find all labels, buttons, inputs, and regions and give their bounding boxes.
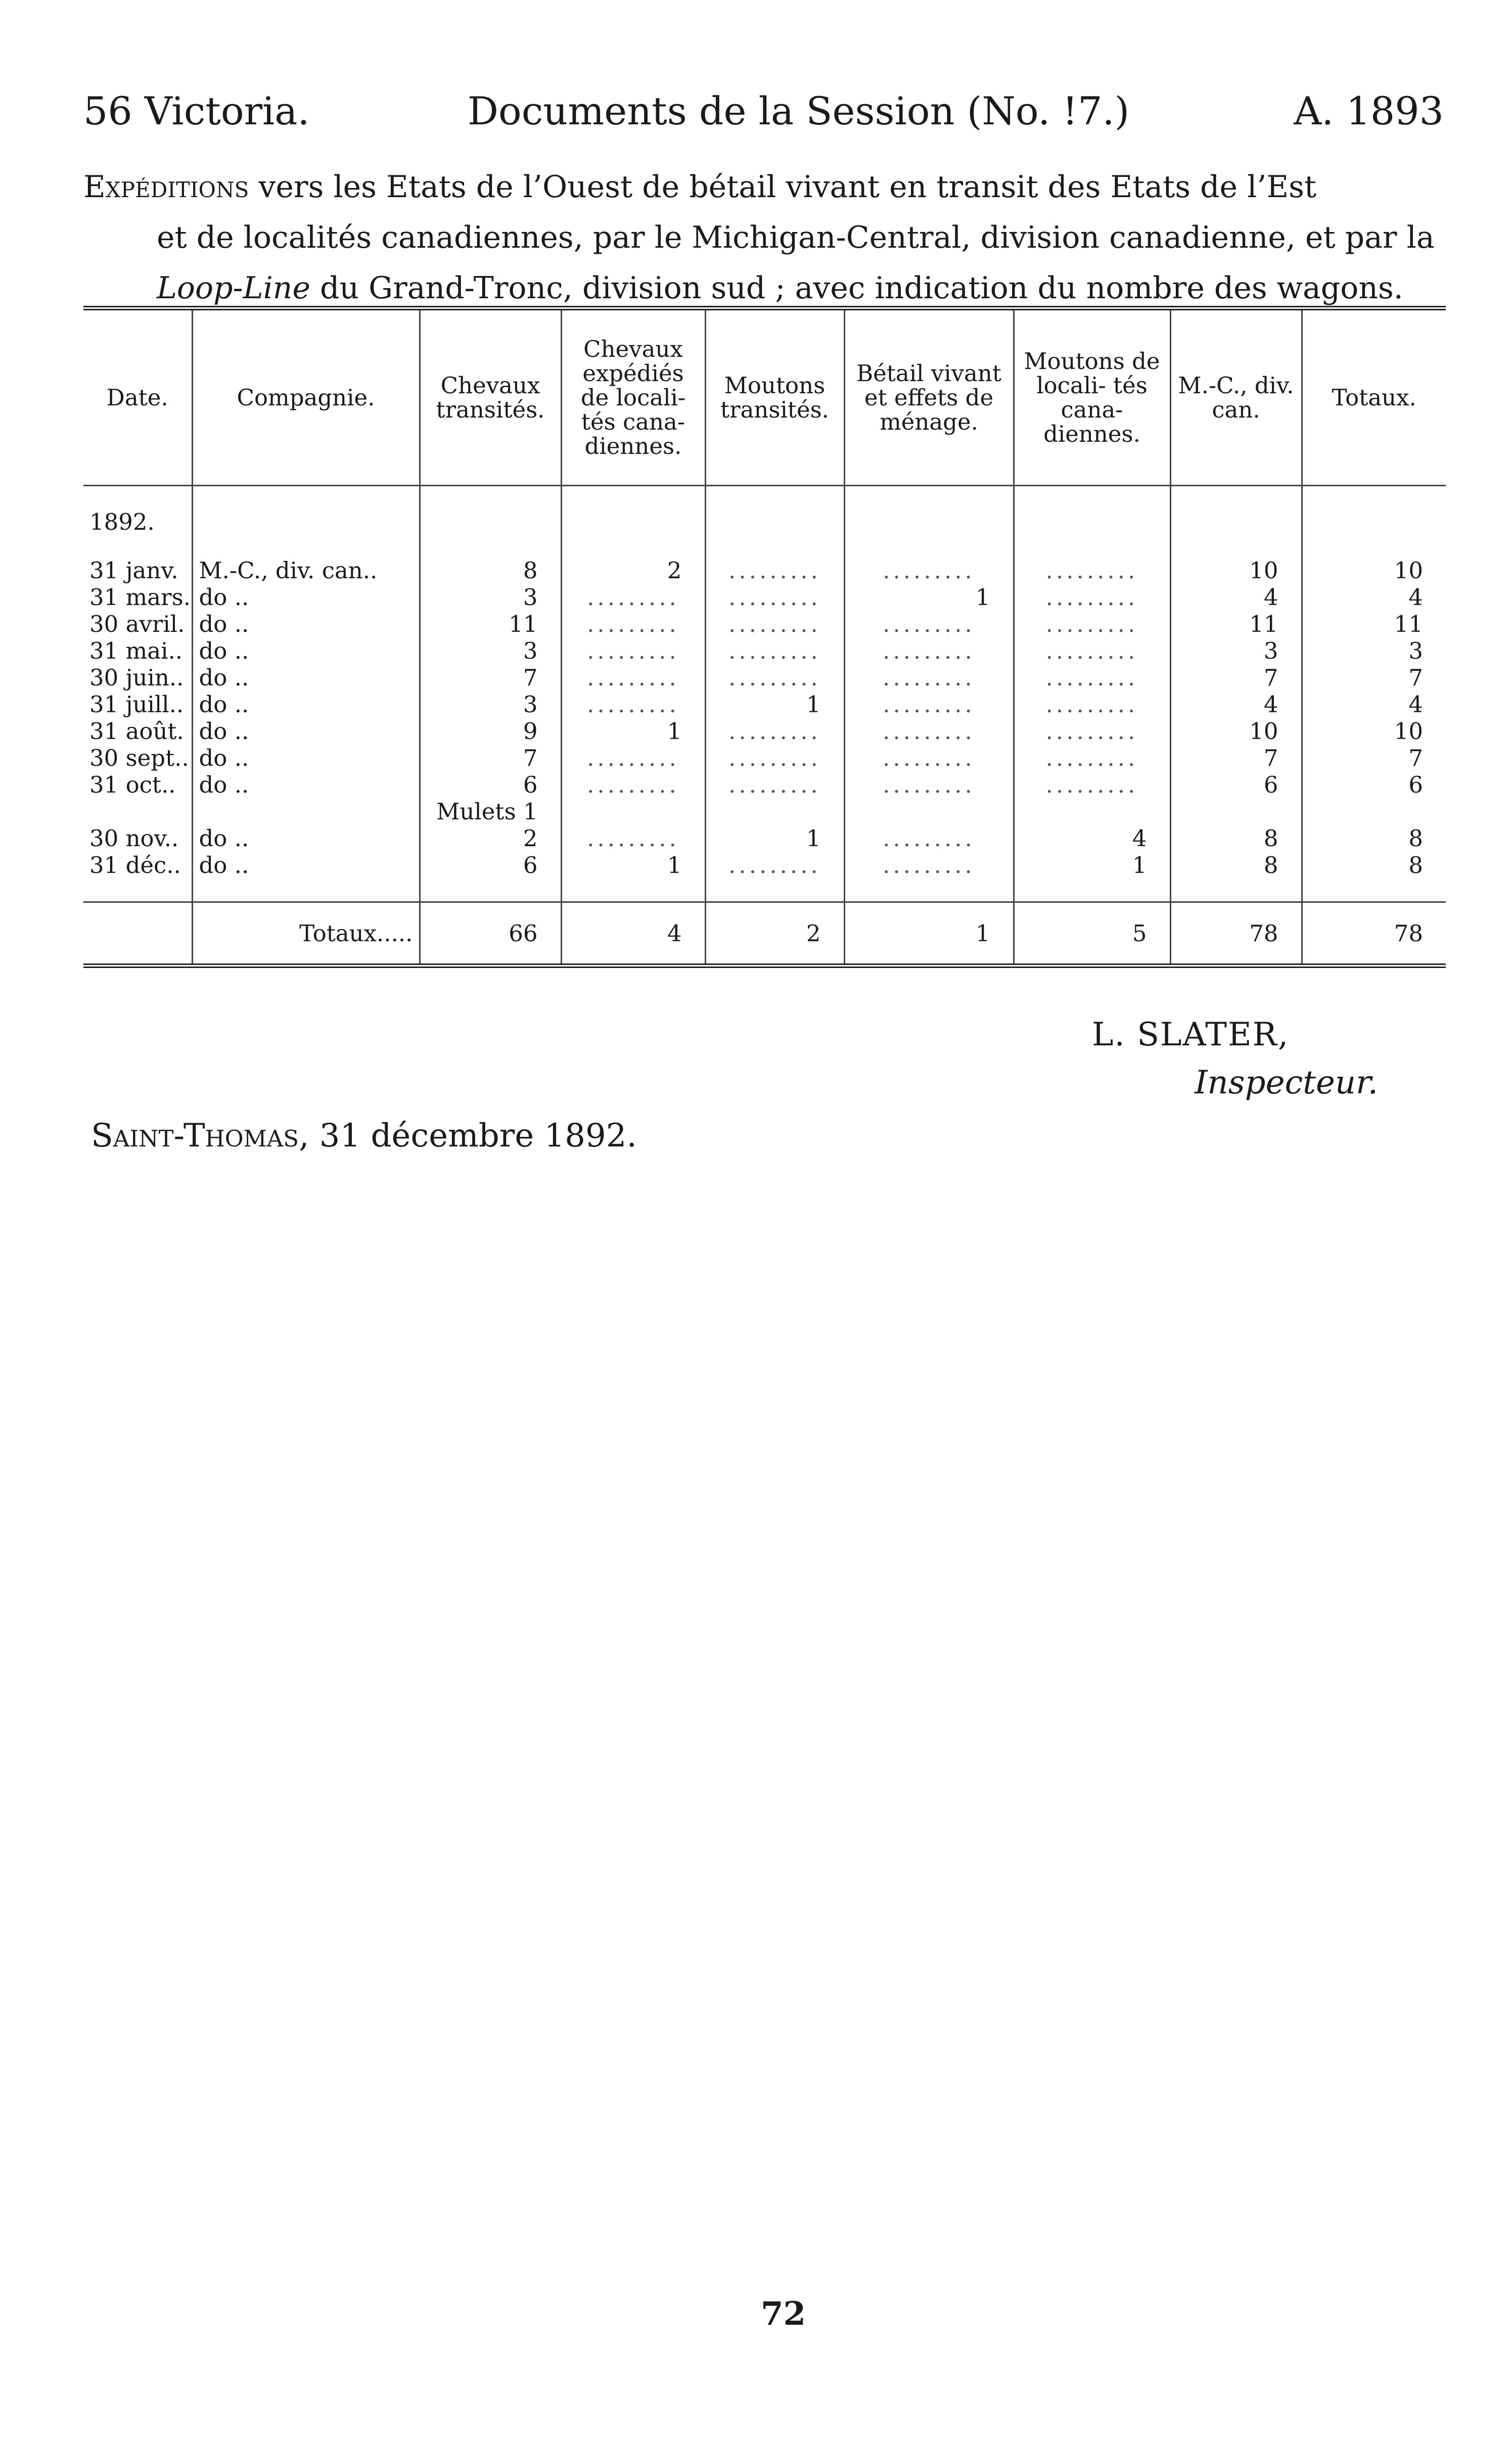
- cell-mc-div: 6: [1170, 771, 1302, 798]
- cell-sheep-transit: .........: [705, 637, 844, 664]
- shipments-table: [83, 306, 1446, 968]
- cell-horses-canadian: .........: [561, 637, 705, 664]
- date-text: , 31 décembre 1892.: [299, 1117, 637, 1155]
- cell-totals: 78: [1302, 902, 1446, 966]
- cell-cattle-effects: .........: [844, 771, 1014, 798]
- cell-horses-transit: 3: [420, 691, 561, 718]
- col-header-horses-canadian: Chevaux expédiés de locali- tés cana- diennes.: [561, 308, 705, 486]
- cell-horses-canadian: .........: [561, 584, 705, 611]
- cell-horses-canadian: .........: [561, 664, 705, 691]
- cell-totals: 4: [1302, 584, 1446, 611]
- cell-horses-transit: 2: [420, 825, 561, 852]
- cell-date: 31 juill..: [89, 691, 184, 718]
- cell-cattle-effects: [844, 879, 1014, 902]
- cell-company: [192, 798, 420, 825]
- cell-horses-canadian: .........: [561, 691, 705, 718]
- cell-totals: [1302, 879, 1446, 902]
- cell-date: 30 sept..: [89, 745, 189, 771]
- table-row: [83, 798, 1446, 825]
- table-row: [83, 745, 1446, 771]
- cell-sheep-canadian: 4: [1014, 825, 1170, 852]
- cell-totals: 3: [1302, 637, 1446, 664]
- cell-sheep-canadian: [1014, 879, 1170, 902]
- cell-cattle-effects: .........: [844, 691, 1014, 718]
- cell-mc-div: 8: [1170, 825, 1302, 852]
- table-row: [83, 691, 1446, 718]
- cell-horses-canadian: [561, 879, 705, 902]
- cell-horses-transit: 3: [420, 637, 561, 664]
- table-row: [83, 718, 1446, 745]
- table-row: [83, 852, 1446, 879]
- cell-horses-canadian: [561, 798, 705, 825]
- year-row: [83, 486, 1446, 558]
- cell-sheep-transit: 1: [705, 825, 844, 852]
- table-row: [83, 611, 1446, 637]
- place-name: Saint-Thomas: [91, 1117, 299, 1155]
- cell-company: M.-C., div. can..: [192, 557, 420, 584]
- col-header-totals: Totaux.: [1302, 308, 1446, 486]
- cell-sheep-canadian: .........: [1014, 691, 1170, 718]
- header-title: Documents de la Session (No. !7.): [468, 88, 1130, 133]
- cell-mc-div: 78: [1170, 902, 1302, 966]
- col-header-sheep-transit: Moutons transités.: [705, 308, 844, 486]
- table-row: [83, 771, 1446, 798]
- signature-name: L. SLATER,: [1092, 1016, 1290, 1053]
- caption-line-1-rest: vers les Etats de l’Ouest de bétail vivant en transit des Etats de l’Est: [249, 169, 1317, 205]
- cell-horses-canadian: .........: [561, 745, 705, 771]
- cell-company: [192, 486, 420, 558]
- cell-company: Totaux.....: [192, 902, 420, 966]
- cell-horses-canadian: .........: [561, 771, 705, 798]
- cell-totals: 11: [1302, 611, 1446, 637]
- cell-mc-div: 7: [1170, 745, 1302, 771]
- caption-line-3-rest: du Grand-Tronc, division sud ; avec indication du nombre des wagons.: [310, 270, 1403, 306]
- cell-date: [83, 879, 192, 902]
- cell-horses-transit: 6: [420, 771, 561, 798]
- cell-cattle-effects: .........: [844, 852, 1014, 879]
- cell-cattle-effects: .........: [844, 718, 1014, 745]
- cell-sheep-transit: [705, 486, 844, 558]
- caption-line-2: et de localités canadiennes, par le Michigan-Central, division canadienne, et par la: [157, 220, 1435, 255]
- cell-company: do ..: [192, 637, 420, 664]
- cell-company: do ..: [192, 584, 420, 611]
- cell-horses-canadian: 2: [561, 557, 705, 584]
- cell-mc-div: [1170, 879, 1302, 902]
- cell-cattle-effects: 1: [844, 584, 1014, 611]
- cell-horses-transit: 3: [420, 584, 561, 611]
- cell-horses-transit: 8: [420, 557, 561, 584]
- cell-date: 31 oct..: [89, 771, 176, 798]
- cell-sheep-transit: .........: [705, 664, 844, 691]
- col-header-horses-transit: Chevaux transités.: [420, 308, 561, 486]
- table-caption: [83, 162, 1446, 313]
- cell-sheep-transit: .........: [705, 771, 844, 798]
- cell-sheep-transit: .........: [705, 745, 844, 771]
- page-number: 72: [761, 2295, 806, 2333]
- cell-cattle-effects: .........: [844, 745, 1014, 771]
- cell-company: do ..: [192, 771, 420, 798]
- place-date: [91, 1117, 637, 1155]
- cell-horses-canadian: 1: [561, 718, 705, 745]
- cell-sheep-transit: .........: [705, 584, 844, 611]
- cell-horses-transit: Mulets 1: [420, 798, 561, 825]
- cell-cattle-effects: .........: [844, 611, 1014, 637]
- cell-horses-canadian: 1: [561, 852, 705, 879]
- cell-sheep-canadian: 5: [1014, 902, 1170, 966]
- cell-sheep-transit: [705, 879, 844, 902]
- cell-mc-div: 10: [1170, 557, 1302, 584]
- table-row: [83, 825, 1446, 852]
- cell-cattle-effects: .........: [844, 825, 1014, 852]
- cell-sheep-canadian: [1014, 486, 1170, 558]
- cell-sheep-canadian: 1: [1014, 852, 1170, 879]
- col-header-date: Date.: [83, 308, 192, 486]
- cell-sheep-canadian: .........: [1014, 771, 1170, 798]
- cell-horses-transit: 6: [420, 852, 561, 879]
- cell-mc-div: 8: [1170, 852, 1302, 879]
- caption-line-1: [83, 162, 1446, 212]
- header-session-volume: 56 Victoria.: [83, 88, 310, 133]
- cell-cattle-effects: 1: [844, 902, 1014, 966]
- cell-sheep-transit: .........: [705, 611, 844, 637]
- cell-sheep-transit: 2: [705, 902, 844, 966]
- cell-sheep-transit: .........: [705, 852, 844, 879]
- cell-date: 30 avril.: [89, 611, 185, 637]
- cell-horses-canadian: .........: [561, 611, 705, 637]
- cell-sheep-canadian: .........: [1014, 718, 1170, 745]
- cell-totals: 4: [1302, 691, 1446, 718]
- cell-sheep-canadian: .........: [1014, 745, 1170, 771]
- cell-totals: [1302, 486, 1446, 558]
- cell-date: 31 août.: [89, 718, 184, 745]
- table-row: [83, 637, 1446, 664]
- cell-company: do ..: [192, 611, 420, 637]
- cell-date: 31 déc..: [89, 852, 181, 879]
- cell-sheep-canadian: .........: [1014, 637, 1170, 664]
- cell-date: 31 mai..: [89, 637, 183, 664]
- cell-company: do ..: [192, 691, 420, 718]
- cell-sheep-canadian: [1014, 798, 1170, 825]
- table-row: [83, 557, 1446, 584]
- cell-date: [83, 902, 192, 966]
- cell-horses-transit: 7: [420, 664, 561, 691]
- cell-mc-div: 10: [1170, 718, 1302, 745]
- cell-totals: 10: [1302, 718, 1446, 745]
- cell-company: do ..: [192, 745, 420, 771]
- cell-horses-transit: [420, 486, 561, 558]
- cell-cattle-effects: [844, 798, 1014, 825]
- cell-totals: 7: [1302, 664, 1446, 691]
- cell-horses-canadian: .........: [561, 825, 705, 852]
- cell-cattle-effects: [844, 486, 1014, 558]
- cell-mc-div: 11: [1170, 611, 1302, 637]
- col-header-sheep-canadian: Moutons de locali- tés cana- diennes.: [1014, 308, 1170, 486]
- cell-sheep-transit: [705, 798, 844, 825]
- cell-sheep-transit: .........: [705, 718, 844, 745]
- cell-horses-transit: 11: [420, 611, 561, 637]
- caption-loop-line: Loop-Line: [157, 270, 310, 306]
- cell-totals: 6: [1302, 771, 1446, 798]
- cell-date: 30 nov..: [89, 825, 179, 852]
- cell-cattle-effects: .........: [844, 637, 1014, 664]
- cell-date: [83, 798, 192, 825]
- cell-date: 1892.: [89, 508, 155, 535]
- table-row: [83, 664, 1446, 691]
- table-row: [83, 584, 1446, 611]
- cell-sheep-canadian: .........: [1014, 584, 1170, 611]
- caption-lead: Expéditions: [83, 169, 249, 205]
- cell-mc-div: 4: [1170, 584, 1302, 611]
- cell-mc-div: 3: [1170, 637, 1302, 664]
- cell-horses-canadian: 4: [561, 902, 705, 966]
- cell-totals: 8: [1302, 852, 1446, 879]
- cell-company: do ..: [192, 825, 420, 852]
- cell-totals: 10: [1302, 557, 1446, 584]
- cell-company: do ..: [192, 718, 420, 745]
- cell-sheep-canadian: .........: [1014, 664, 1170, 691]
- cell-company: do ..: [192, 852, 420, 879]
- col-header-cattle-effects: Bétail vivant et effets de ménage.: [844, 308, 1014, 486]
- cell-date: 31 mars.: [89, 584, 191, 611]
- table-header-row: [83, 308, 1446, 486]
- cell-mc-div: [1170, 798, 1302, 825]
- header-year: A. 1893: [1294, 88, 1444, 133]
- cell-cattle-effects: .........: [844, 557, 1014, 584]
- cell-mc-div: 4: [1170, 691, 1302, 718]
- cell-horses-transit: [420, 879, 561, 902]
- table-body: [83, 486, 1446, 966]
- cell-sheep-transit: .........: [705, 557, 844, 584]
- cell-date: 30 juin..: [89, 664, 184, 691]
- cell-totals: [1302, 798, 1446, 825]
- cell-company: do ..: [192, 664, 420, 691]
- col-header-mc-div: M.-C., div. can.: [1170, 308, 1302, 486]
- cell-totals: 7: [1302, 745, 1446, 771]
- cell-totals: 8: [1302, 825, 1446, 852]
- cell-company: [192, 879, 420, 902]
- col-header-company: Compagnie.: [192, 308, 420, 486]
- cell-horses-transit: 66: [420, 902, 561, 966]
- cell-horses-transit: 7: [420, 745, 561, 771]
- cell-sheep-canadian: .........: [1014, 611, 1170, 637]
- cell-mc-div: 7: [1170, 664, 1302, 691]
- spacer-row: [83, 879, 1446, 902]
- cell-sheep-transit: 1: [705, 691, 844, 718]
- signature-title: Inspecteur.: [1195, 1064, 1378, 1101]
- totals-row: [83, 902, 1446, 966]
- cell-horses-canadian: [561, 486, 705, 558]
- cell-mc-div: [1170, 486, 1302, 558]
- cell-horses-transit: 9: [420, 718, 561, 745]
- cell-date: 31 janv.: [89, 557, 178, 584]
- cell-cattle-effects: .........: [844, 664, 1014, 691]
- cell-sheep-canadian: .........: [1014, 557, 1170, 584]
